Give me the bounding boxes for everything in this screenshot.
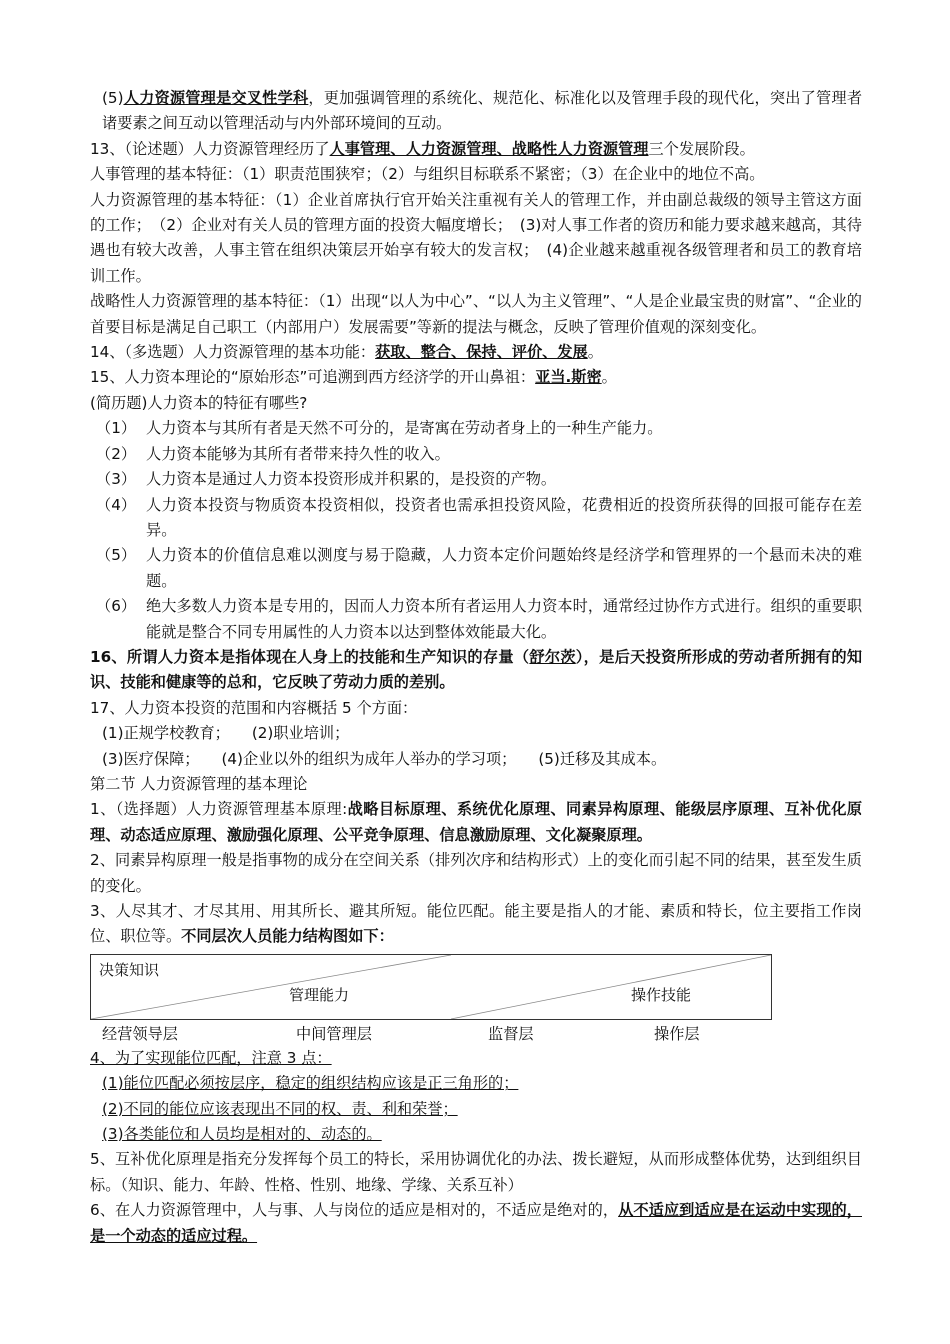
paragraph-hrm-features: 人力资源管理的基本特征：（1）企业首席执行官开始关注重视有关人的管理工作，并由副总裁级的领导主管这方面的工作； （2）企业对有关人员的管理方面的投资大幅度增长； (3)对人事工作者的资历和能力要求越来越高，其待遇也有较大改善，人事主管在组织决策层开始享有较大的发言权； (4)企业越来越重视各级管理者和员工的教育培训工作。 — [90, 190, 862, 285]
decision-knowledge-label: 决策知识 — [99, 960, 160, 979]
level-supervisor: 监督层 — [488, 1024, 534, 1043]
paragraph-16: 16、所谓人力资本是指体现在人身上的技能和生产知识的存量（舒尔茨），是后天投资所形成的劳动者所拥有的知识、技能和健康等的总和，它反映了劳动力质的差别。 — [90, 647, 863, 692]
matching-point: (1)能位匹配必须按层序，稳定的组织结构应该是正三角形的； — [102, 1074, 519, 1093]
paragraph-14: 14、（多选题）人力资源管理的基本功能：获取、整合、保持、评价、发展。 — [90, 343, 603, 362]
paragraph-personnel-features: 人事管理的基本特征：（1）职责范围狭窄；（2）与组织目标联系不紧密；（3）在企业中的地位不高。 — [90, 165, 765, 184]
diagonal-line-right — [451, 955, 771, 1019]
section-heading: 第二节 人力资源管理的基本理论 — [90, 774, 308, 793]
ability-structure-diagram — [90, 954, 772, 1020]
investment-items-row-2: (3)医疗保障； (4)企业以外的组织为成年人举办的学习项； (5)迁移及其成本。 — [102, 749, 667, 768]
list-item: （3） 人力资本是通过人力资本投资形成并积累的，是投资的产物。 — [96, 470, 557, 489]
section-2-item-3: 3、人尽其才、才尽其用、用其所长、避其所短。能位匹配。能主要是指人的才能、素质和特长，位主要指工作岗位、职位等。不同层次人员能力结构图如下： — [90, 902, 862, 946]
paragraph-strategic-features: 战略性人力资源管理的基本特征：（1）出现“以人为中心”、“以人为主义管理”、“人是企业最宝贵的财富”、“企业的首要目标是满足自己职工（内部用户）发展需要”等新的提法与概念，反映了管理价值观的深刻变化。 — [90, 292, 862, 336]
list-item: （5） 人力资本的价值信息难以测度与易于隐藏，人力资本定价问题始终是经济学和管理界的一个悬而未决的难题。 — [96, 546, 862, 590]
section-2-item-2: 2、同素异构原理一般是指事物的成分在空间关系（排列次序和结构形式）上的变化而引起不同的结果，甚至发生质的变化。 — [90, 851, 862, 895]
section-2-item-4: 4、为了实现能位匹配，注意 3 点： — [90, 1048, 332, 1067]
matching-point: (3)各类能位和人员均是相对的、动态的。 — [102, 1125, 382, 1144]
list-item: （1） 人力资本与其所有者是天然不可分的，是寄寓在劳动者身上的一种生产能力。 — [96, 419, 663, 438]
management-ability-label: 管理能力 — [289, 985, 350, 1004]
paragraph-13: 13、（论述题）人力资源管理经历了人事管理、人力资源管理、战略性人力资源管理三个发展阶段。 — [90, 139, 755, 158]
level-operator: 操作层 — [654, 1024, 700, 1043]
paragraph-5-interdisciplinary: (5)人力资源管理是交叉性学科，更加强调管理的系统化、规范化、标准化以及管理手段的现代化，突出了管理者诸要素之间互动以管理活动与内外部环境间的互动。 — [102, 89, 863, 133]
level-executive: 经营领导层 — [102, 1024, 178, 1043]
matching-point: (2)不同的能位应该表现出不同的权、责、利和荣誉； — [102, 1099, 458, 1118]
list-item: （4） 人力资本投资与物质资本投资相似，投资者也需承担投资风险，花费相近的投资所获得的回报可能存在差异。 — [96, 495, 862, 539]
section-2-item-5: 5、互补优化原理是指充分发挥每个员工的特长，采用协调优化的办法、拨长避短，从而形成整体优势，达到组织目标。（知识、能力、年龄、性格、性别、地缘、学缘、关系互补） — [90, 1150, 862, 1194]
list-item: （6） 绝大多数人力资本是专用的，因而人力资本所有者运用人力资本时，通常经过协作方式进行。组织的重要职能就是整合不同专用属性的人力资本以达到整体效能最大化。 — [96, 597, 862, 641]
investment-items-row-1: (1)正规学校教育； (2)职业培训； — [102, 724, 350, 743]
question-human-capital: (简历题)人力资本的特征有哪些? — [90, 393, 308, 412]
list-item: （2） 人力资本能够为其所有者带来持久性的收入。 — [96, 444, 450, 463]
operation-skill-label: 操作技能 — [631, 985, 692, 1004]
human-capital-list — [90, 416, 862, 645]
ability-levels — [90, 1020, 862, 1046]
section-2-item-6: 6、在人力资源管理中，人与事、人与岗位的适应是相对的，不适应是绝对的，从不适应到适应是在运动中实现的，是一个动态的适应过程。 — [90, 1201, 862, 1245]
paragraph-15: 15、人力资本理论的“原始形态”可追溯到西方经济学的开山鼻祖：亚当.斯密。 — [90, 368, 617, 387]
section-2-item-1: 1、（选择题）人力资源管理基本原理:战略目标原理、系统优化原理、同素异构原理、能级层序原理、互补优化原理、动态适应原理、激励强化原理、公平竞争原理、信息激励原理、文化凝聚原理。 — [90, 800, 863, 844]
document-body — [90, 86, 862, 1249]
paragraph-17: 17、人力资本投资的范围和内容概括 5 个方面： — [90, 698, 418, 717]
level-middle-management: 中间管理层 — [296, 1024, 372, 1043]
